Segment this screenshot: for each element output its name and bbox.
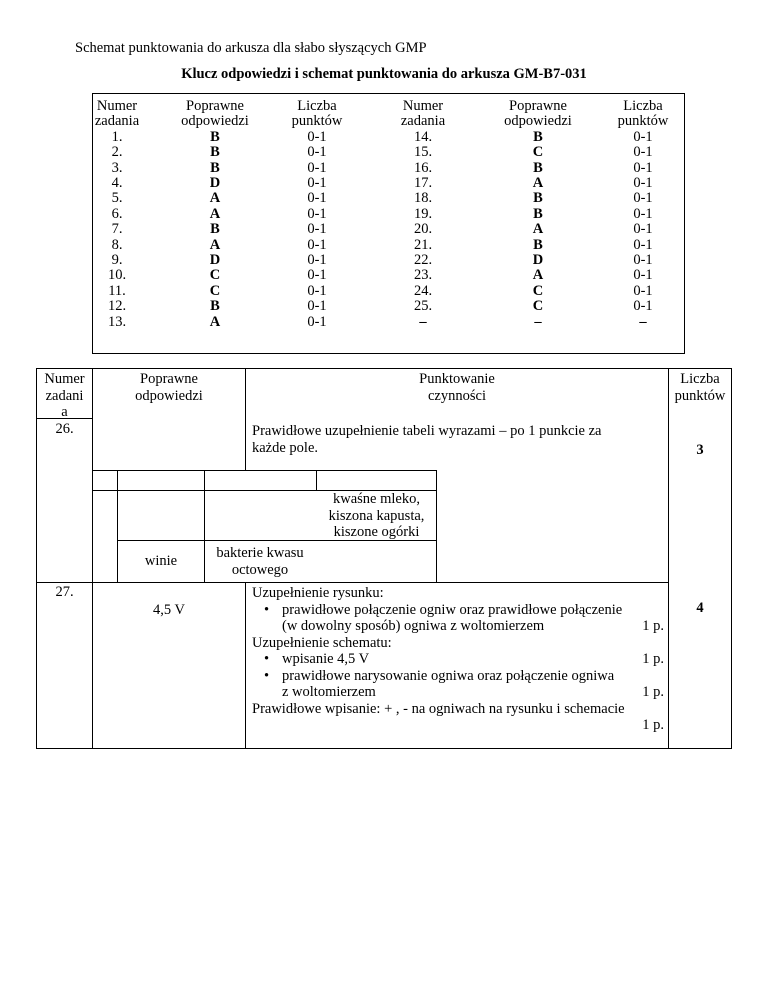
key-left-points-column [287,99,347,330]
key-cell: 0-1 [307,159,327,176]
key-cell: 0-1 [633,282,653,299]
header-numer: Numer [402,98,444,114]
document-title: Klucz odpowiedzi i schemat punktowania do arkusza GM-B7-031 [181,66,587,82]
inner-table-border [92,470,437,471]
key-cell: C [532,298,544,315]
criteria-item: • prawidłowe połączenie ogniw oraz prawidłowe połączenie (w dowolny sposób) ogniwa z woltomierzem 1 p. [252,602,664,635]
header-poprawne: Poprawne [186,98,244,114]
criteria-points: 1 p. [642,717,664,733]
key-cell: B [533,205,543,222]
inner-cell-winie: winie [144,553,178,569]
key-empty-cell: – [534,313,542,330]
header-liczba: Liczba [297,98,337,114]
key-cell: 0-1 [633,221,653,238]
key-cell: 21. [413,236,433,253]
key-cell: 13. [107,313,127,330]
key-right-points-column [603,99,683,330]
key-cell: 25. [413,298,433,315]
key-cell: 20. [413,221,433,238]
criteria-line: Prawidłowe wpisanie: + , - na ogniwach na rysunku i schemacie [252,700,625,717]
key-cell: B [210,298,220,315]
key-cell: 0-1 [307,282,327,299]
key-empty-cell: – [419,313,427,330]
key-cell: C [209,267,221,284]
key-cell: 15. [413,144,433,161]
key-cell: 24. [413,282,433,299]
key-cell: 0-1 [633,267,653,284]
key-cell: 0-1 [633,175,653,192]
task-27-criteria [252,585,664,734]
key-cell: 0-1 [307,144,327,161]
key-cell: 0-1 [307,236,327,253]
key-cell: 0-1 [307,128,327,145]
key-cell: 11. [108,282,126,299]
key-cell: C [209,282,221,299]
header-numer-zadania: Numer zadani a [44,371,85,420]
inner-cell-bakterie: bakterie kwasu octowego [216,545,304,578]
key-cell: 0-1 [307,298,327,315]
criteria-heading: Uzupełnienie schematu: [252,634,392,651]
header-liczba: Liczba [623,98,663,114]
header-poprawne: Poprawne [509,98,567,114]
header-zadania: zadania [94,113,140,130]
key-cell: 0-1 [307,221,327,238]
key-cell: 0-1 [307,175,327,192]
header-liczba-punktow: Liczba punktów [674,371,726,404]
key-cell: 18. [413,190,433,207]
key-cell: B [533,236,543,253]
key-cell: B [210,221,220,238]
key-cell: 22. [413,252,433,269]
key-cell: 8. [111,236,123,253]
inner-table-border [316,470,317,490]
key-cell: 0-1 [633,298,653,315]
table-divider [668,368,669,749]
key-cell: D [209,252,221,269]
table-border [36,748,732,749]
answer-key-table [92,93,685,354]
key-cell: 0-1 [307,205,327,222]
key-cell: A [209,236,221,253]
task-27-number: 27. [55,584,74,600]
key-cell: 0-1 [633,159,653,176]
key-cell: A [532,221,544,238]
key-cell: 16. [413,159,433,176]
table-divider [92,368,93,749]
key-left-answer-column [163,99,267,330]
header-odpowiedzi: odpowiedzi [504,113,572,130]
criteria-item: • wpisanie 4,5 V 1 p. [252,651,664,668]
header-numer: Numer [96,98,138,114]
key-cell: A [532,175,544,192]
key-cell: B [533,159,543,176]
key-cell: 0-1 [633,236,653,253]
key-cell: 1. [111,128,123,145]
key-cell: A [209,205,221,222]
key-cell: 4. [111,175,123,192]
key-cell: D [209,175,221,192]
table-divider [245,582,246,749]
key-cell: B [210,159,220,176]
key-cell: 0-1 [633,128,653,145]
key-cell: 0-1 [633,190,653,207]
key-cell: B [210,128,220,145]
key-cell: 12. [107,298,127,315]
key-cell: 0-1 [307,313,327,330]
criteria-heading: Uzupełnienie rysunku: [252,585,384,601]
inner-cell-kwasne: kwaśne mleko, kiszona kapusta, kiszone ogórki [328,491,425,540]
header-odpowiedzi: odpowiedzi [181,113,249,130]
key-cell: 0-1 [307,252,327,269]
task-26-points: 3 [696,442,704,458]
key-cell: 0-1 [633,144,653,161]
key-cell: 7. [111,221,123,238]
table-border [731,368,732,749]
key-cell: 14. [413,128,433,145]
key-cell: 23. [413,267,433,284]
key-cell: 9. [111,252,123,269]
table-divider [92,582,669,583]
key-cell: A [532,267,544,284]
table-divider [36,582,93,583]
key-cell: 19. [413,205,433,222]
key-right-number-column [393,99,453,330]
task-27-points: 4 [696,600,704,616]
header-punktow: punktów [617,113,669,130]
key-cell: B [210,144,220,161]
criteria-item: • prawidłowe narysowanie ogniwa oraz połączenie ogniwa z woltomierzem 1 p. [252,668,664,701]
key-cell: 3. [111,159,123,176]
header-zadania: zadania [400,113,446,130]
key-cell: 0-1 [633,205,653,222]
task-26-number: 26. [55,421,74,437]
key-cell: A [209,190,221,207]
key-cell: 0-1 [307,190,327,207]
key-cell: B [533,190,543,207]
key-empty-cell: – [639,313,647,330]
key-cell: 6. [111,205,123,222]
key-cell: A [209,313,221,330]
key-left-number-column [92,99,142,330]
key-cell: B [533,128,543,145]
table-border [36,368,732,369]
task-26-description: Prawidłowe uzupełnienie tabeli wyrazami – po 1 punkcie za każde pole. [252,423,602,456]
key-cell: 10. [107,267,127,284]
key-cell: C [532,282,544,299]
inner-table-border [436,470,437,582]
key-cell: C [532,144,544,161]
task-27-answer: 4,5 V [153,602,185,618]
header-poprawne-odpowiedzi: Poprawne odpowiedzi [135,371,203,404]
key-cell: 17. [413,175,433,192]
key-cell: 2. [111,144,123,161]
key-right-answer-column [488,99,588,330]
key-cell: 0-1 [307,267,327,284]
key-cell: 0-1 [633,252,653,269]
header-punktowanie: Punktowanie czynności [419,371,495,404]
key-cell: D [532,252,544,269]
document-header: Schemat punktowania do arkusza dla słabo słyszących GMP [75,40,427,56]
key-cell: 5. [111,190,123,207]
header-punktow: punktów [291,113,343,130]
